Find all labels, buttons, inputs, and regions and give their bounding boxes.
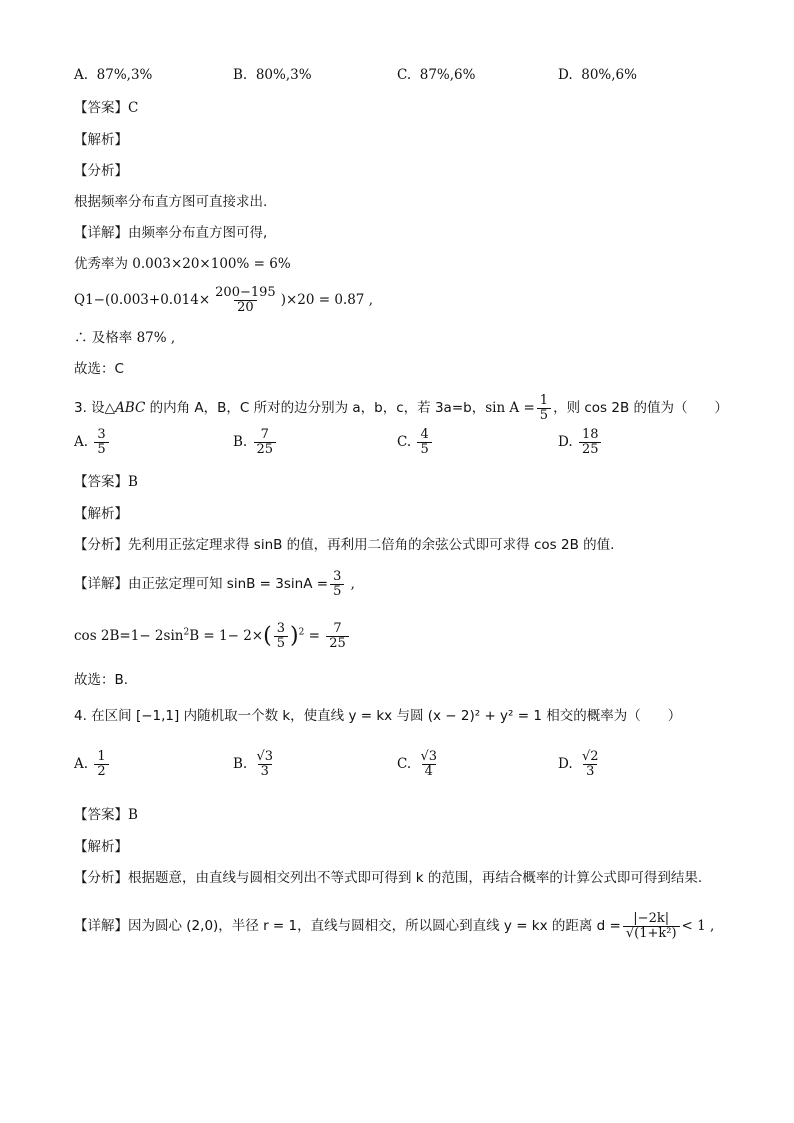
q3-answer: 【答案】B [74,474,138,490]
q3-option-d: D. $\frac{18}{25}$ [558,428,603,457]
q4-option-a: A. $\frac{1}{2}$ [74,750,111,779]
q2-fenxi-tag: 【分析】 [74,163,128,179]
q3-option-c: C. $\frac{4}{5}$ [397,428,434,457]
q3-choose: 故选：B. [74,672,129,688]
q4-option-b: B. $\frac{√3}{3}$ [233,749,274,779]
q3-fenxi: 【分析】先利用正弦定理求得 sinB 的值，再利用二倍角的余弦公式即可求得 cos 2B 的值. [74,537,615,553]
q4-stem: 4. 在区间 [−1,1] 内随机取一个数 k，使直线 y = kx 与圆 (x − 2)² + y² = 1 相交的概率为（ ） [74,708,682,724]
q2-analysis-tag: 【解析】 [74,132,128,148]
q2-fenxi-text: 根据频率分布直方图可直接求出. [74,194,268,210]
q4-option-c: C. $\frac{√3}{4}$ [397,749,437,779]
q4-detail: 【详解】因为圆心 (2,0)，半径 r = 1，直线与圆相交，所以圆心到直线 y = kx 的距离 d = $\frac{|-2k|}{\text{√(1+k²)}}$ < 1 , [74,911,715,941]
q4-answer: 【答案】B [74,807,138,823]
q2-option-a: A. 87%,3% [74,67,153,83]
q4-fenxi: 【分析】根据题意，由直线与圆相交列出不等式即可得到 k 的范围，再结合概率的计算公式即可得到结果. [74,870,703,886]
q3-analysis-tag: 【解析】 [74,506,128,522]
q2-option-d: D. 80%,6% [558,67,637,83]
q2-choose: 故选：C [74,361,124,377]
q3-stem: 3. 设△ABC 的内角 A，B，C 所对的边分别为 a，b，c，若 3a=b，sin A = $\frac{1}{5}$ ，则 cos 2B 的值为（ ） [74,393,729,423]
q3-option-b: B. $\frac{7}{25}$ [233,428,278,457]
q2-detail: 【详解】由频率分布直方图可得, [74,225,268,241]
q2-option-c: C. 87%,6% [397,67,476,83]
q2-option-b: B. 80%,3% [233,67,312,83]
q3-detail: 【详解】由正弦定理可知 sinB = 3sinA = $\frac{3}{5}$ , [74,569,355,599]
q3-option-a: A. $\frac{3}{5}$ [74,428,111,457]
q3-cos-formula: $\cos 2B=1- 2\sin^2B = 1- 2\times$( $\frac{3}{5}$ )$^2$ = $\frac{7}{25}$ [74,622,351,651]
q4-analysis-tag: 【解析】 [74,839,128,855]
q2-excellent-rate: 优秀率为 0.003×20×100% = 6% [74,256,291,272]
q2-pass-rate: ∴ 及格率 87% , [74,330,176,346]
q2-answer: 【答案】C [74,100,139,116]
q4-option-d: D. $\frac{√2}{3}$ [558,749,599,779]
q2-pass-formula: Q1−(0.003+0.014× $\frac{200-195}{20}$ )×20 = 0.87 , [74,285,373,315]
